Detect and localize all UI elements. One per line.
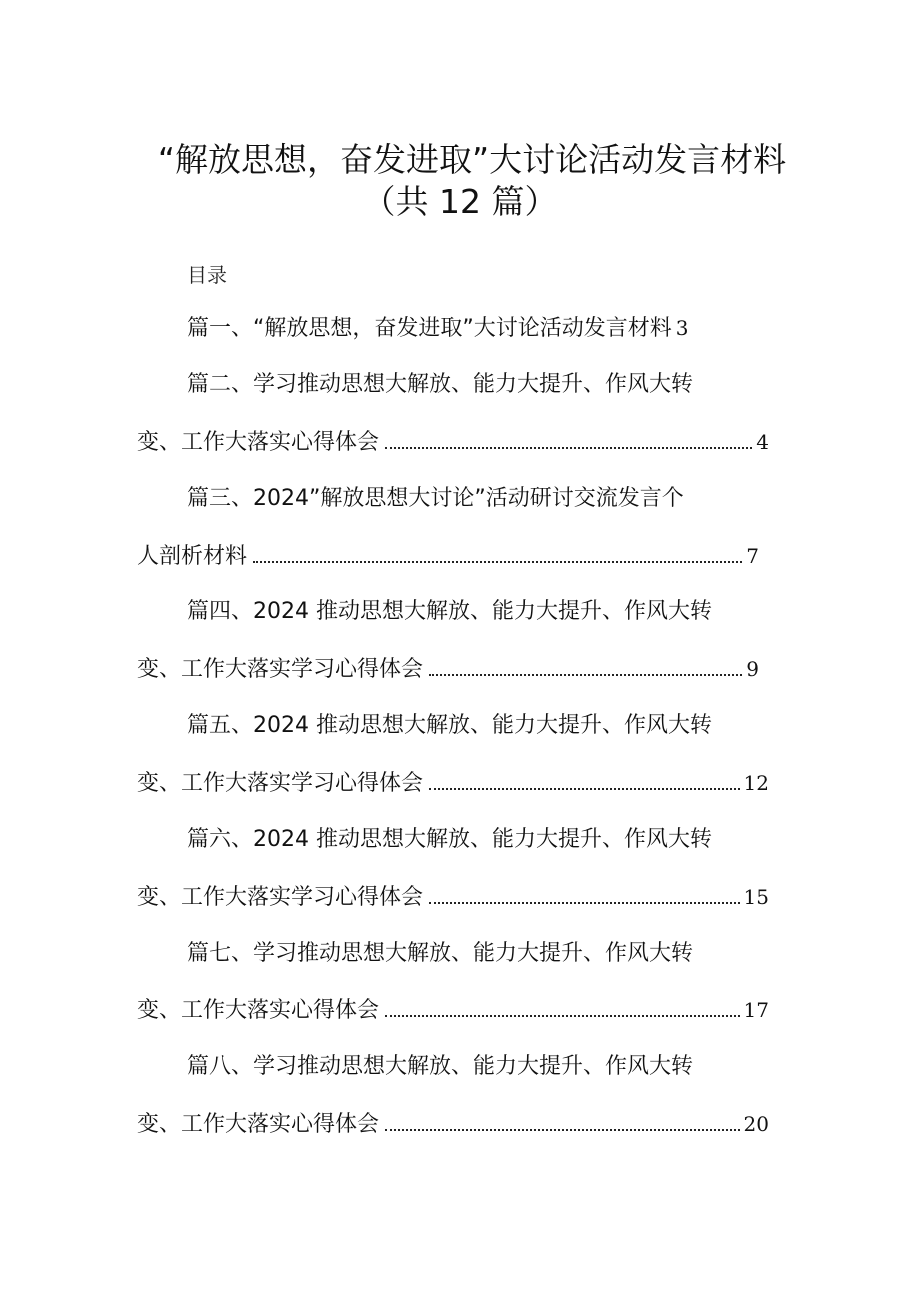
toc-entry-title-continued: 变、工作大落实学习心得体会 [137,771,424,796]
toc-entry-title: 篇七、学习推动思想大解放、能力大提升、作风大转 [187,941,694,966]
toc-page-number: 4 [756,430,769,454]
toc-entry-title-continued: 人剖析材料 [137,544,248,569]
toc-entry-4[interactable] [187,597,787,627]
dot-leader [385,1129,740,1131]
document-title: “解放思想，奋发进取”大讨论活动发言材料 [157,140,787,179]
toc-entry-4-continuation[interactable] [137,654,759,685]
toc-entry-3-continuation[interactable] [137,541,759,572]
toc-entry-title-continued: 变、工作大落实心得体会 [137,998,380,1023]
toc-page-number: 12 [743,771,769,795]
toc-entry-title-continued: 变、工作大落实学习心得体会 [137,885,424,910]
toc-entry-7-continuation[interactable] [137,995,769,1026]
toc-entry-5[interactable] [187,711,787,741]
toc-heading: 目录 [187,263,227,287]
toc-entry-title: 篇二、学习推动思想大解放、能力大提升、作风大转 [187,372,694,397]
document-subtitle: （共 12 篇） [362,182,558,221]
toc-entry-7[interactable] [187,939,787,969]
dot-leader [429,902,740,904]
toc-entry-title-continued: 变、工作大落实学习心得体会 [137,657,424,682]
toc-page-number: 9 [746,657,759,681]
toc-entry-title: 篇六、2024 推动思想大解放、能力大提升、作风大转 [187,827,712,852]
dot-leader [429,674,742,676]
toc-entry-title: 篇三、2024”解放思想大讨论”活动研讨交流发言个 [187,486,684,511]
toc-entry-8-continuation[interactable] [137,1109,769,1140]
toc-entry-5-continuation[interactable] [137,768,769,799]
dot-leader [385,447,752,449]
toc-entry-6[interactable] [187,825,787,855]
toc-entry-title: 篇四、2024 推动思想大解放、能力大提升、作风大转 [187,599,712,624]
toc-entry-title: 篇一、“解放思想，奋发进取”大讨论活动发言材料 [187,316,672,341]
toc-entry-2-continuation[interactable] [137,427,769,458]
toc-page-number: 15 [743,885,769,909]
toc-page-number: 20 [743,1112,769,1136]
toc-entry-1[interactable] [187,313,689,344]
dot-leader [253,561,742,563]
toc-entry-2[interactable] [187,370,787,400]
toc-entry-title: 篇八、学习推动思想大解放、能力大提升、作风大转 [187,1054,694,1079]
toc-page-number: 7 [746,544,759,568]
toc-entry-6-continuation[interactable] [137,882,769,913]
toc-entry-title-continued: 变、工作大落实心得体会 [137,430,380,455]
toc-entry-3[interactable] [187,484,787,514]
toc-page-number: 3 [675,316,689,340]
dot-leader [429,788,740,790]
toc-entry-8[interactable] [187,1052,787,1082]
toc-entry-title-continued: 变、工作大落实心得体会 [137,1112,380,1137]
toc-entry-title: 篇五、2024 推动思想大解放、能力大提升、作风大转 [187,713,712,738]
dot-leader [385,1015,740,1017]
toc-page-number: 17 [743,998,769,1022]
